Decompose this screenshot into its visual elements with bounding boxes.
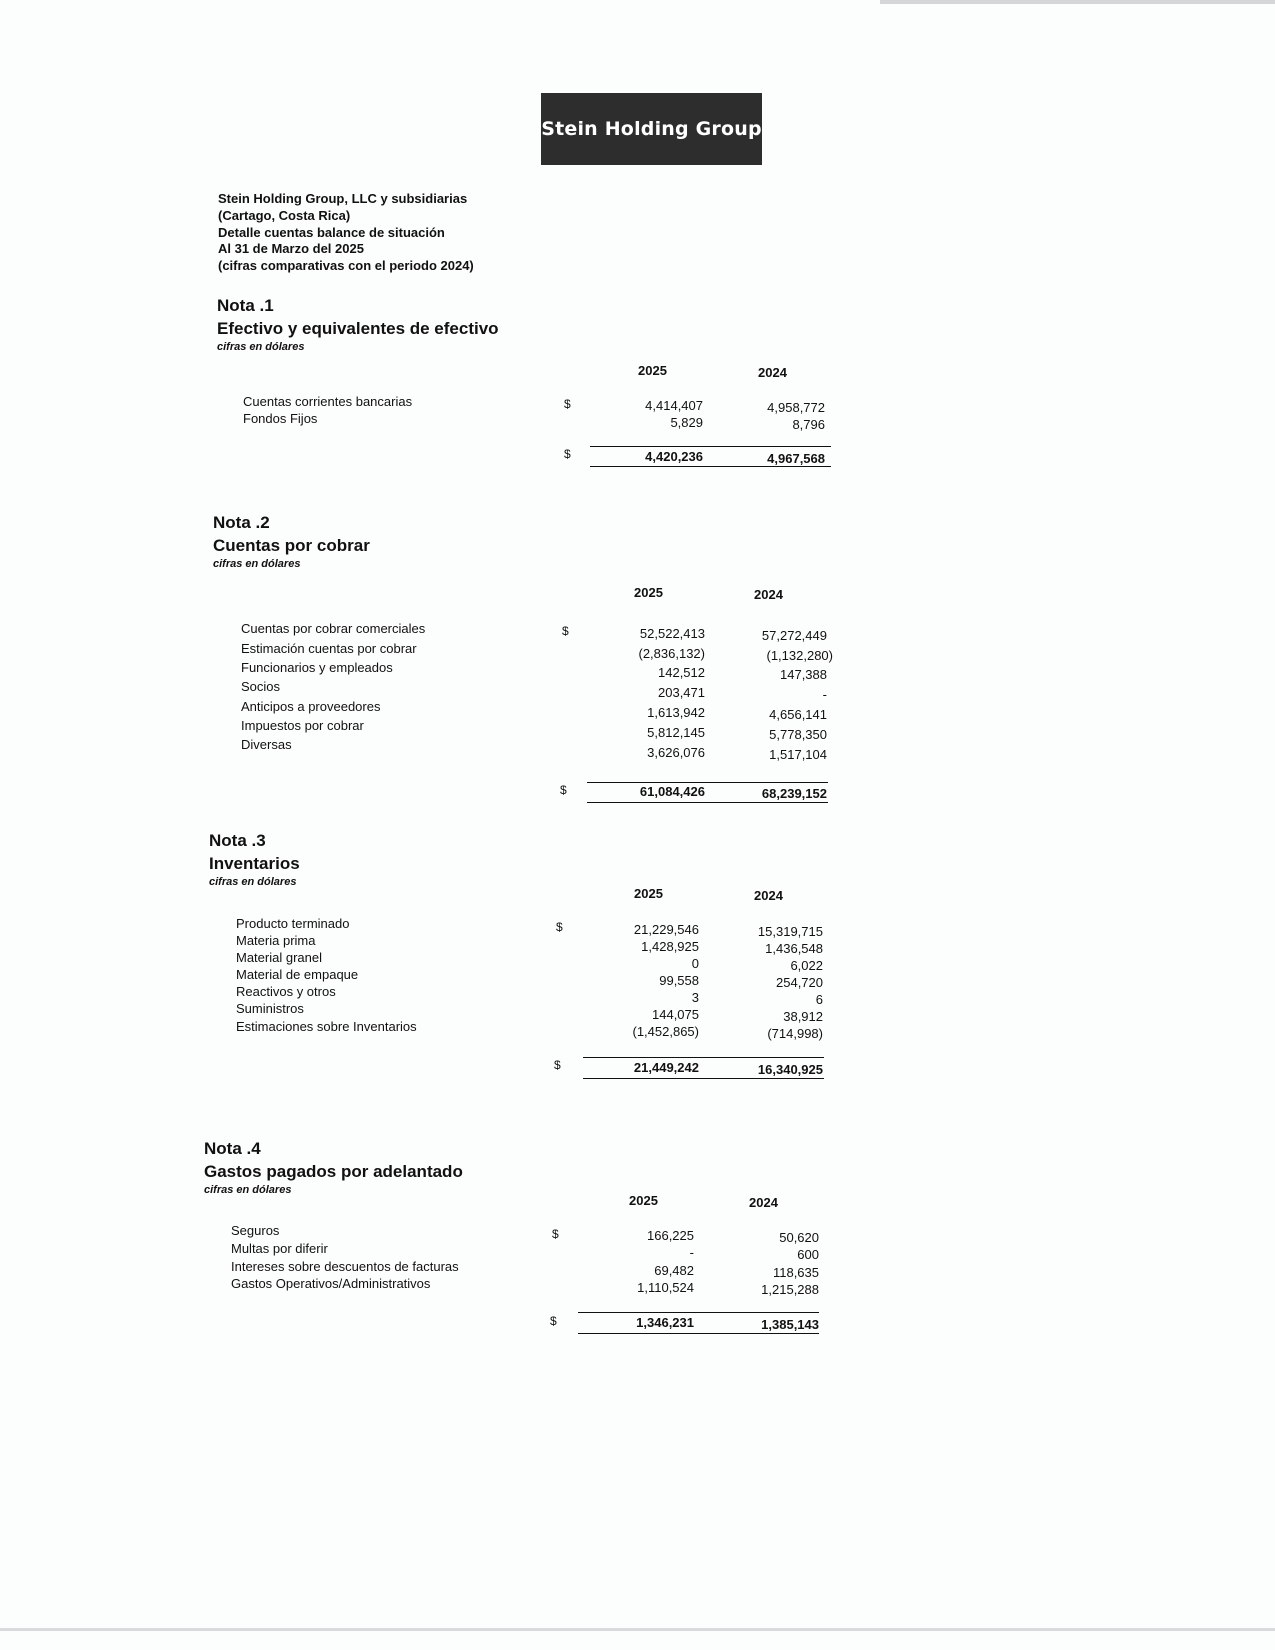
value-2024: 38,912 [783,1009,823,1024]
row-label: Impuestos por cobrar [241,718,364,733]
value-2024: 15,319,715 [757,924,823,939]
year-header-current: 2025 [629,1193,658,1208]
year-header-prior: 2024 [749,1195,778,1210]
total-line-bottom [578,1333,819,1334]
total-line-top [590,446,831,447]
value-2024: 254,720 [776,975,823,990]
total-2024: 1,385,143 [761,1317,819,1332]
value-2024: 50,620 [779,1230,819,1245]
total-2024: 4,967,568 [767,451,825,466]
year-header-current: 2025 [638,363,667,378]
value-2025: 203,471 [658,685,705,700]
row-label: Multas por diferir [231,1241,328,1256]
currency-symbol: $ [552,1227,559,1241]
logo-text: Stein Holding Group [541,118,762,140]
row-label: Estimación cuentas por cobrar [241,641,417,656]
total-currency-symbol: $ [550,1314,557,1328]
value-2024: 5,778,350 [769,727,827,742]
note-title: Cuentas por cobrar [213,536,370,555]
header-comparative-note: (cifras comparativas con el periodo 2024) [218,258,474,274]
value-2024: 57,272,449 [761,628,827,643]
note-number: Nota .1 [217,296,274,315]
row-label: Materia prima [236,933,316,948]
value-2025: 1,110,524 [637,1280,694,1295]
year-header-prior: 2024 [754,888,783,903]
value-2025: 5,812,145 [647,725,705,740]
row-label: Funcionarios y empleados [241,660,393,675]
total-2025: 21,449,242 [633,1060,699,1075]
value-2025: 99,558 [659,973,699,988]
year-header-prior: 2024 [758,365,787,380]
total-currency-symbol: $ [564,447,571,461]
row-label: Estimaciones sobre Inventarios [236,1019,417,1034]
value-2025: 3,626,076 [647,745,705,760]
value-2024: 8,796 [792,417,825,432]
value-2024: 6,022 [790,958,823,973]
value-2025: 21,229,546 [633,922,699,937]
value-2025: 142,512 [658,665,705,680]
scan-edge-bottom [0,1628,1275,1631]
value-2025: 52,522,413 [639,626,705,641]
note-number: Nota .3 [209,831,266,850]
value-2024: 4,656,141 [769,707,827,722]
note-title: Inventarios [209,854,300,873]
value-2024: 147,388 [780,667,827,682]
note-subtitle: cifras en dólares [213,558,301,570]
note-subtitle: cifras en dólares [204,1184,292,1196]
year-header-current: 2025 [634,585,663,600]
row-label: Seguros [231,1223,280,1238]
value-2025: (2,836,132) [638,646,705,661]
value-2024: 6 [815,992,823,1007]
row-label: Producto terminado [236,916,350,931]
value-2024: 1,517,104 [769,747,827,762]
value-2024: 1,215,288 [761,1282,819,1297]
header-company: Stein Holding Group, LLC y subsidiarias [218,191,468,206]
note-2-section [213,513,853,813]
note-title: Efectivo y equivalentes de efectivo [217,319,499,338]
row-label: Suministros [236,1001,304,1016]
note-subtitle: cifras en dólares [209,876,297,888]
total-line-top [583,1057,824,1058]
value-2024: 118,635 [772,1265,819,1280]
value-2025: 1,613,942 [647,705,705,720]
currency-symbol: $ [562,624,569,638]
value-2025: 144,075 [652,1007,699,1022]
value-2024: 600 [797,1247,819,1262]
value-2024: - [822,687,827,702]
total-2024: 68,239,152 [761,786,827,801]
total-2025: 1,346,231 [636,1315,694,1330]
total-2025: 61,084,426 [639,784,705,799]
note-number: Nota .2 [213,513,270,532]
row-label: Material granel [236,950,322,965]
row-label: Socios [241,679,281,694]
note-subtitle: cifras en dólares [217,341,305,353]
company-logo [541,93,762,165]
header-date: Al 31 de Marzo del 2025 [218,241,364,257]
total-line-top [578,1312,819,1313]
total-line-bottom [587,802,828,803]
note-3-section [209,831,849,1131]
total-line-bottom [590,466,831,467]
value-2025: - [689,1245,694,1260]
header-report-title: Detalle cuentas balance de situación [218,224,445,240]
value-2025: 5,829 [670,415,703,430]
note-4-section [204,1139,844,1439]
row-label: Fondos Fijos [243,411,318,426]
value-2024: 4,958,772 [767,400,825,415]
row-label: Cuentas corrientes bancarias [243,394,413,409]
row-label: Diversas [241,737,292,752]
value-2025: 3 [691,990,699,1005]
total-2024: 16,340,925 [757,1062,823,1077]
row-label: Gastos Operativos/Administrativos [231,1276,431,1291]
row-label: Material de empaque [236,967,359,982]
year-header-current: 2025 [634,886,663,901]
currency-symbol: $ [564,397,571,411]
value-2025: (1,452,865) [632,1024,699,1039]
value-2025: 166,225 [647,1228,694,1243]
year-header-prior: 2024 [754,587,783,602]
value-2024: (1,132,280) [766,648,833,663]
document-header [218,191,474,275]
row-label: Cuentas por cobrar comerciales [241,621,426,636]
total-currency-symbol: $ [554,1058,561,1072]
total-line-top [587,782,828,783]
value-2024: 1,436,548 [765,941,823,956]
total-line-bottom [583,1078,824,1079]
scan-edge-top [880,0,1275,4]
row-label: Anticipos a proveedores [241,699,381,714]
value-2025: 1,428,925 [641,939,699,954]
row-label: Intereses sobre descuentos de facturas [231,1259,459,1274]
total-2025: 4,420,236 [645,449,703,464]
row-label: Reactivos y otros [236,984,336,999]
value-2025: 4,414,407 [645,398,703,413]
value-2024: (714,998) [767,1026,823,1041]
note-number: Nota .4 [204,1139,261,1158]
total-currency-symbol: $ [560,783,567,797]
note-title: Gastos pagados por adelantado [204,1162,463,1181]
currency-symbol: $ [556,920,563,934]
value-2025: 69,482 [654,1263,694,1278]
value-2025: 0 [691,956,699,971]
header-location: (Cartago, Costa Rica) [218,207,351,223]
